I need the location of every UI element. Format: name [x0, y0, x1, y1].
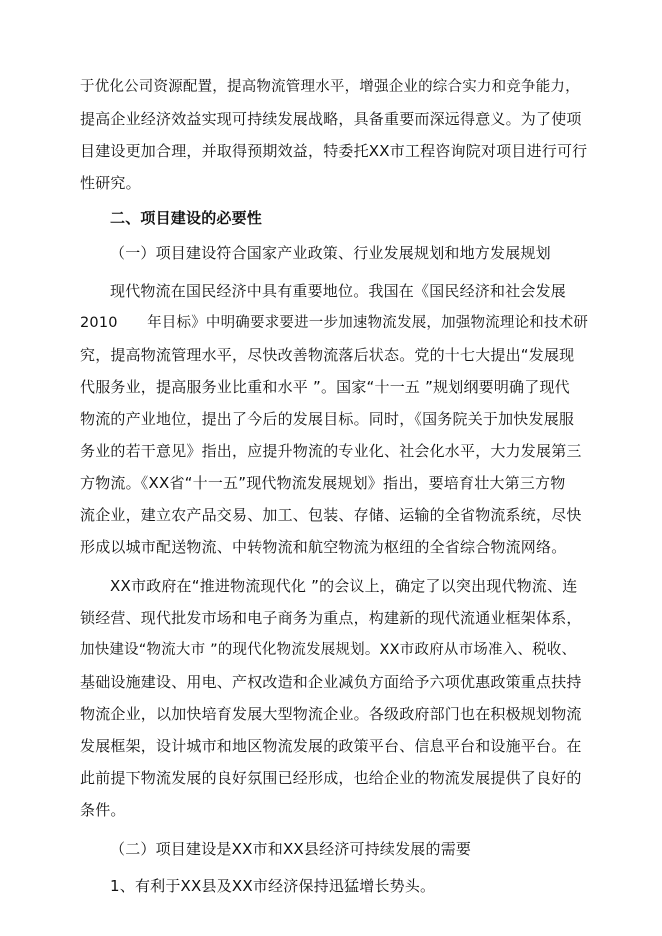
- body-text-line: 提高企业经济效益实现可持续发展战略，具备重要而深远得意义。为了使项: [80, 110, 582, 128]
- body-text-line: 流企业，建立农产品交易、加工、包装、存储、运输的全省物流系统，尽快: [80, 506, 582, 524]
- body-text-line: 基础设施建设、用电、产权改造和企业减负方面给予六项优惠政策重点扶持: [80, 673, 582, 691]
- section-heading: 二、项目建设的必要性: [110, 209, 263, 227]
- body-text-line: 究，提高物流管理水平，尽快改善物流落后状态。党的十七大提出“发展现: [80, 346, 575, 364]
- body-text-line: 现代物流在国民经济中具有重要地位。我国在《国民经济和社会发展: [110, 282, 567, 300]
- body-text-line: 物流企业，以加快培育发展大型物流企业。各级政府部门也在积极规划物流: [80, 705, 582, 723]
- subsection-heading: （二）项目建设是XX市和XX县经济可持续发展的需要: [110, 840, 472, 858]
- body-text-line: 性研究。: [80, 174, 141, 192]
- body-text-line: 锁经营、现代批发市场和电子商务为重点，构建新的现代流通业框架体系，: [80, 609, 582, 627]
- body-text-line: 于优化公司资源配置，提高物流管理水平，增强企业的综合实力和竞争能力，: [80, 79, 580, 95]
- body-text-line: 2010 年目标》中明确要求要进一步加速物流发展，加强物流理论和技术研: [80, 315, 589, 331]
- body-text-line: XX市政府在“推进物流现代化 ”的会议上，确定了以突出现代物流、连: [110, 577, 578, 595]
- body-text-line: 条件。: [80, 801, 126, 819]
- body-text-line: 代服务业，提高服务业比重和水平 ”。国家“十一五 ”规划纲要明确了现代: [80, 378, 570, 396]
- body-text-line: 物流的产业地位，提出了今后的发展目标。同时，《国务院关于加快发展服: [80, 410, 575, 428]
- body-text-line: 目建设更加合理，并取得预期效益，特委托XX市工程咨询院对项目进行可行: [80, 142, 588, 160]
- numbered-item: 1、有利于XX县及XX市经济保持迅猛增长势头。: [110, 877, 436, 895]
- body-text-line: 方物流。《XX省“十一五”现代物流发展规划》指出，要培育壮大第三方物: [80, 474, 566, 492]
- body-text-line: 发展框架，设计城市和地区物流发展的政策平台、信息平台和设施平台。在: [80, 737, 582, 755]
- subsection-heading: （一）项目建设符合国家产业政策、行业发展规划和地方发展规划: [110, 244, 551, 262]
- body-text-line: 形成以城市配送物流、中转物流和航空物流为枢纽的全省综合物流网络。: [80, 538, 567, 556]
- body-text-line: 务业的若干意见》指出，应提升物流的专业化、社会化水平，大力发展第三: [80, 442, 582, 460]
- body-text-line: 此前提下物流发展的良好氛围已经形成，也给企业的物流发展提供了良好的: [80, 769, 582, 787]
- body-text-line: 加快建设“物流大市 ”的现代化物流发展规划。XX市政府从市场准入、税收、: [80, 642, 577, 658]
